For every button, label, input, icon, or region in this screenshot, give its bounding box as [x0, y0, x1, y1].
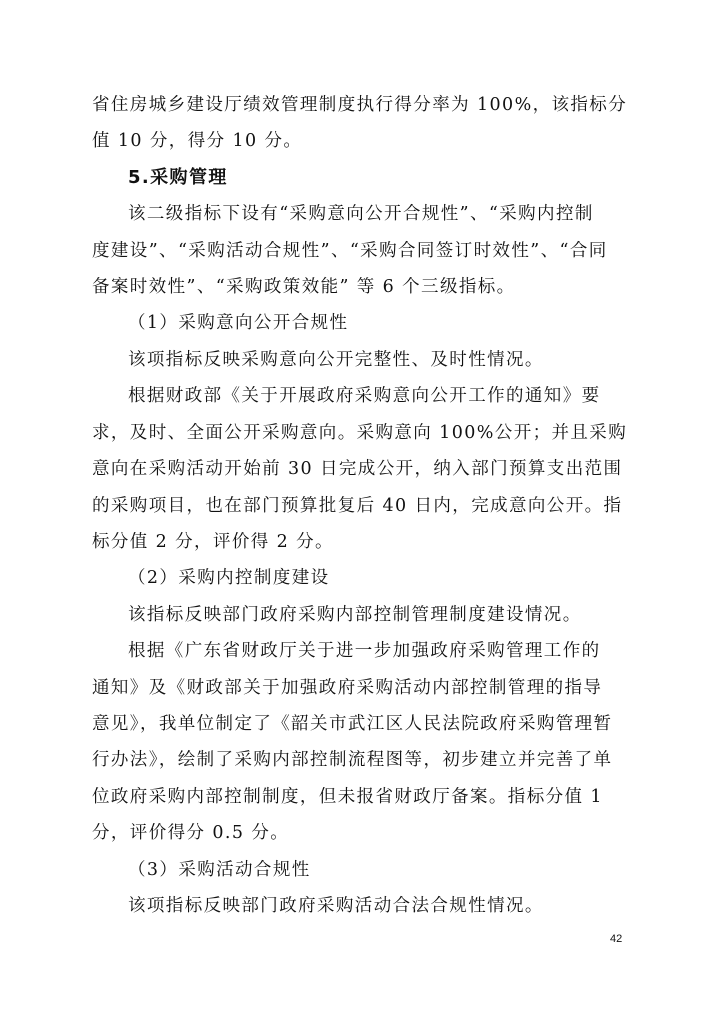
body-text-line: 根据《广东省财政厅关于进一步加强政府采购管理工作的 — [128, 641, 601, 662]
body-text-line: 意向在采购活动开始前 30 日完成公开，纳入部门预算支出范围 — [92, 459, 623, 480]
section-heading: 5.采购管理 — [128, 166, 228, 188]
body-text-line: 的采购项目，也在部门预算批复后 40 日内，完成意向公开。指 — [92, 495, 623, 516]
body-text-line: 该指标反映部门政府采购内部控制管理制度建设情况。 — [128, 604, 582, 625]
body-text-line: 该项指标反映部门政府采购活动合法合规性情况。 — [128, 896, 544, 916]
subsection-heading: （3）采购活动合规性 — [128, 859, 311, 880]
body-text-line: 通知》及《财政部关于加强政府采购活动内部控制管理的指导 — [92, 677, 603, 698]
subsection-heading: （2）采购内控制度建设 — [128, 568, 330, 589]
subsection-heading: （1）采购意向公开合规性 — [128, 313, 349, 334]
body-text-line: 分，评价得分 0.5 分。 — [92, 823, 290, 844]
body-text-line: 该二级指标下设有“采购意向公开合规性”、“采购内控制 — [128, 204, 594, 225]
body-text-line: 行办法》，绘制了采购内部控制流程图等，初步建立并完善了单 — [92, 750, 613, 771]
body-text-line: 备案时效性”、“采购政策效能” 等 6 个三级指标。 — [92, 277, 516, 298]
body-text-line: 度建设”、“采购活动合规性”、“采购合同签订时效性”、“合同 — [92, 240, 608, 261]
body-text-line: 位政府采购内部控制制度，但未报省财政厅备案。指标分值 1 — [92, 786, 603, 807]
body-text-line: 根据财政部《关于开展政府采购意向公开工作的通知》要 — [128, 386, 601, 407]
body-text-line: 标分值 2 分，评价得 2 分。 — [92, 531, 334, 552]
body-text-line: 该项指标反映采购意向公开完整性、及时性情况。 — [128, 349, 544, 370]
body-text-line: 意见》，我单位制定了《韶关市武江区人民法院政府采购管理暂 — [92, 713, 613, 734]
page-number: 42 — [610, 933, 623, 945]
body-text-line: 省住房城乡建设厅绩效管理制度执行得分率为 100%，该指标分 — [92, 95, 628, 115]
body-text-line: 值 10 分，得分 10 分。 — [92, 131, 303, 152]
body-text-line: 求，及时、全面公开采购意向。采购意向 100%公开；并且采购 — [92, 422, 628, 443]
